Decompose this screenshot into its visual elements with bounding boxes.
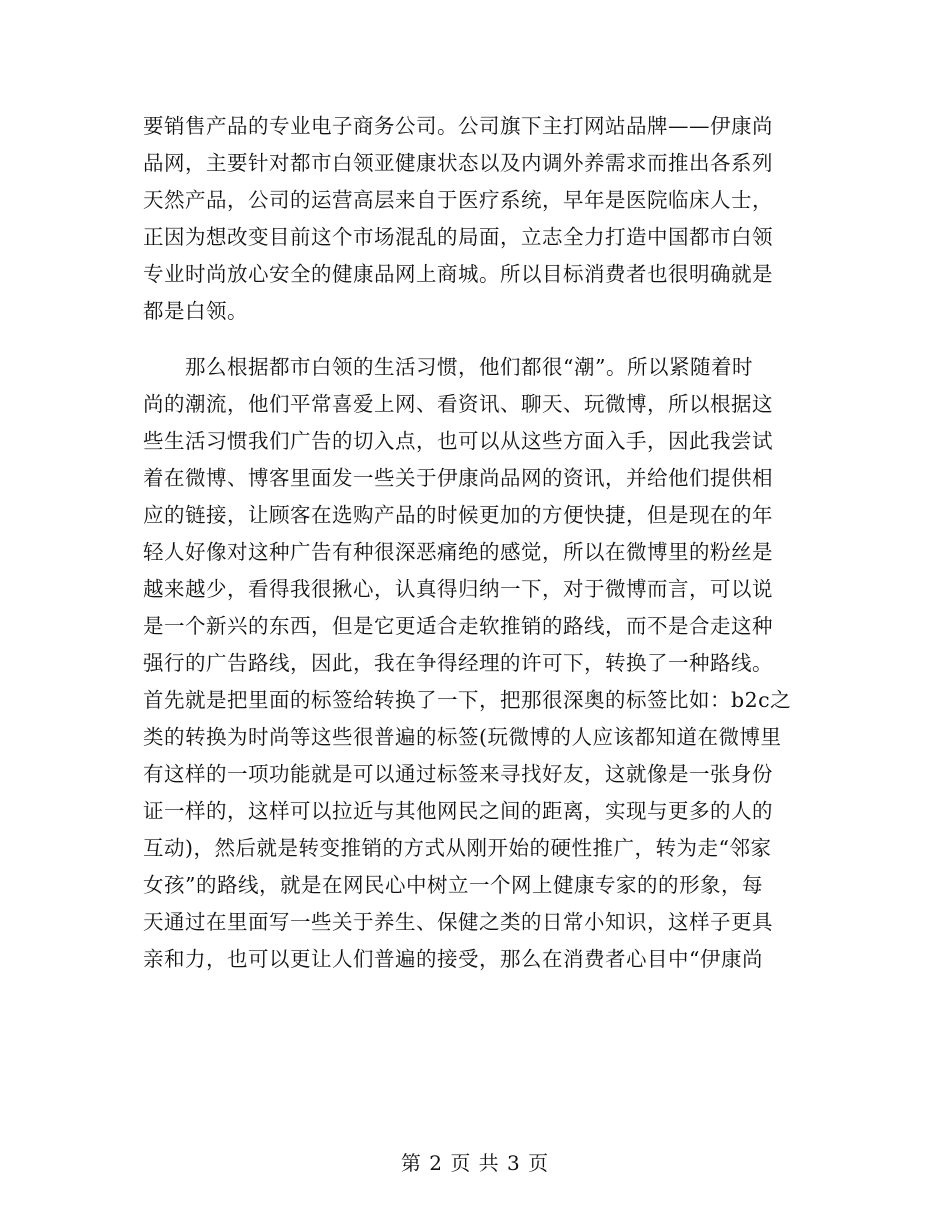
- text-line: 天通过在里面写一些关于养生、保健之类的日常小知识，这样子更具: [143, 910, 773, 934]
- paragraph-spacer: [143, 330, 807, 349]
- text-line: 应的链接，让顾客在选购产品的时候更加的方便快捷，但是现在的年: [143, 503, 773, 527]
- text-line: 强行的广告路线，因此，我在争得经理的许可下，转换了一种路线。: [143, 651, 773, 675]
- text-line: 尚的潮流，他们平常喜爱上网、看资讯、聊天、玩微博，所以根据这: [143, 392, 773, 416]
- text-line: 品网，主要针对都市白领亚健康状态以及内调外养需求而推出各系列: [143, 151, 773, 175]
- text-line: 轻人好像对这种广告有种很深恶痛绝的感觉，所以在微博里的粉丝是: [143, 540, 773, 564]
- page-number-footer: 第 2 页 共 3 页: [400, 1151, 550, 1175]
- paragraph-2: [143, 349, 807, 978]
- text-line: 正因为想改变目前这个市场混乱的局面，立志全力打造中国都市白领: [143, 225, 773, 249]
- text-line: 越来越少，看得我很揪心，认真得归纳一下，对于微博而言，可以说: [143, 577, 773, 601]
- text-line: 要销售产品的专业电子商务公司。公司旗下主打网站品牌——伊康尚: [143, 114, 773, 138]
- text-line: 亲和力，也可以更让人们普遍的接受，那么在消费者心目中“伊康尚: [143, 947, 763, 971]
- text-line: 那么根据都市白领的生活习惯，他们都很“潮”。所以紧随着时: [185, 355, 753, 379]
- text-line: 证一样的，这样可以拉近与其他网民之间的距离，实现与更多的人的: [143, 799, 773, 823]
- text-line: 些生活习惯我们广告的切入点，也可以从这些方面入手，因此我尝试: [143, 429, 773, 453]
- text-line: 女孩”的路线，就是在网民心中树立一个网上健康专家的的形象，每: [143, 873, 763, 897]
- text-line: 都是白领。: [143, 299, 248, 323]
- text-line: 专业时尚放心安全的健康品网上商城。所以目标消费者也很明确就是: [143, 262, 773, 286]
- text-line: 天然产品，公司的运营高层来自于医疗系统，早年是医院临床人士，: [143, 188, 773, 212]
- text-line: 是一个新兴的东西，但是它更适合走软推销的路线，而不是合走这种: [143, 614, 773, 638]
- text-line: 有这样的一项功能就是可以通过标签来寻找好友，这就像是一张身份: [143, 762, 773, 786]
- text-line: 类的转换为时尚等这些很普遍的标签(玩微博的人应该都知道在微博里: [143, 725, 782, 749]
- document-body: [143, 108, 807, 978]
- text-line: 互动)，然后就是转变推销的方式从刚开始的硬性推广，转为走“邻家: [143, 836, 772, 860]
- text-line: 着在微博、博客里面发一些关于伊康尚品网的资讯，并给他们提供相: [143, 466, 773, 490]
- text-line: 首先就是把里面的标签给转换了一下，把那很深奥的标签比如：b2c之: [143, 688, 792, 712]
- paragraph-1: [143, 108, 807, 330]
